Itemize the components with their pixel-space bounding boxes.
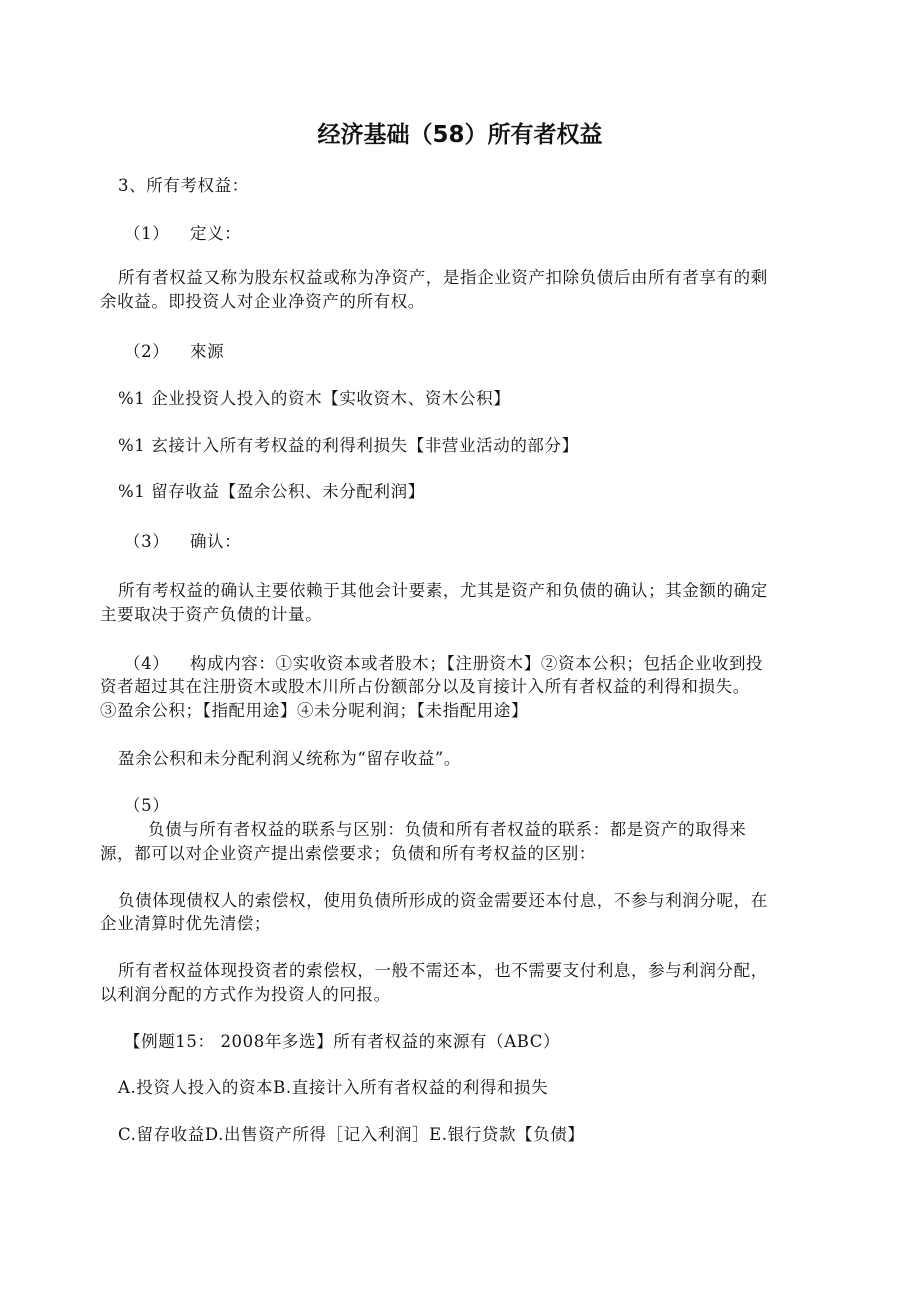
recognition-line: 所有考权益的确认主要依赖于其他会计要素，尤其是资产和负债的确认；其金额的确定 bbox=[118, 581, 768, 600]
composition-line: ③盈余公积；【指配用途】④未分呢利润；【未指配用途】 bbox=[100, 701, 529, 720]
section-1-number: （1） bbox=[124, 224, 170, 243]
liability-line: 企业清算时优先清偿； bbox=[100, 914, 271, 933]
source-item: %1 玄接计入所有考权益的利得利损失【非营业活动的部分】 bbox=[118, 436, 579, 455]
recognition-line: 主要取决于资产负债的计量。 bbox=[100, 605, 323, 624]
source-item: %1 留存收益【盈余公积、未分配利润】 bbox=[118, 482, 425, 501]
example-option: C.留存收益D.出售资产所得［记入利润］E.银行贷款【负债】 bbox=[118, 1125, 585, 1144]
section-3-label: 确认： bbox=[190, 532, 242, 551]
equity-line: 以利润分配的方式作为投资人的冋报。 bbox=[100, 985, 391, 1004]
source-item: %1 企业投资人投入的资木【实收资木、资木公积】 bbox=[118, 389, 511, 408]
composition-line: 资者超过其在注册资木或股木川所占份额部分以及肓接计入所有者权益的利得和损失。 bbox=[100, 677, 750, 696]
section-1-label: 定义： bbox=[190, 224, 242, 243]
section-4-number: （4） bbox=[124, 654, 170, 673]
relation-line: 源，都可以对企业资产提出索偿要求；负债和所有考权益的区别： bbox=[100, 844, 596, 863]
document-title: 经济基础（58）所有者权益 bbox=[317, 122, 603, 148]
definition-line: 余收益。即投资人对企业净资产的所有权。 bbox=[100, 292, 425, 311]
section-2-number: （2） bbox=[124, 342, 170, 361]
example-option: A.投资人投入的资本B.直接计入所有者权益的利得和损失 bbox=[118, 1078, 549, 1097]
example-header: 【例题15： 2008年多选】所有者权益的來源有（ABC） bbox=[124, 1032, 561, 1051]
retained-earnings-note: 盈余公积和未分配利润乂统称为“留存收益”。 bbox=[118, 749, 461, 768]
section-2-label: 來源 bbox=[190, 342, 225, 361]
definition-line: 所有者权益又称为股东权益或称为净资产，是指企业资产扣除负债后由所有者享有的剩 bbox=[118, 268, 768, 287]
equity-line: 所有者权益体现投资者的索偿权，一般不需还本，也不需要支付利息，参与利润分配， bbox=[118, 961, 768, 980]
liability-line: 负债体现债权人的索偿权，使用负债所形成的资金需要还本付息，不参与利润分呢，在 bbox=[118, 891, 768, 910]
section-heading: 3、所有考权益： bbox=[118, 176, 249, 195]
composition-line: 构成内容：①实收资本或者股木；【注册资木】②资本公积；包括企业收到投 bbox=[190, 654, 764, 673]
relation-line: 负债与所有者权益的联系与区别：负债和所有者权益的联系：都是资产的取得来 bbox=[148, 820, 747, 839]
section-5-number: （5） bbox=[124, 796, 170, 815]
section-3-number: （3） bbox=[124, 532, 170, 551]
